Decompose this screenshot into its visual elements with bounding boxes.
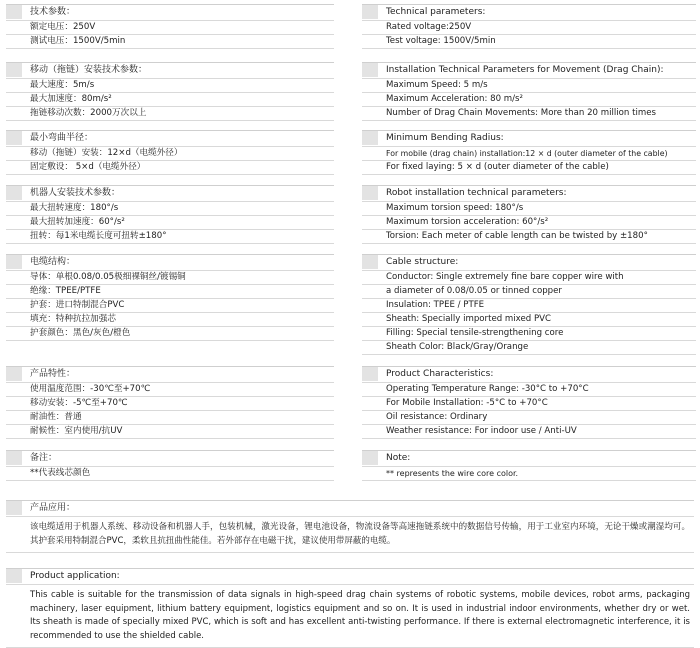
bullet-square-icon — [6, 451, 22, 465]
spec-row: Sheath Color: Black/Gray/Orange — [362, 340, 696, 355]
spec-row: 测试电压：1500V/5min — [6, 34, 334, 49]
spec-row: **代表线芯颜色 — [6, 466, 334, 481]
en-note: Note: ** represents the wire core color. — [362, 450, 696, 481]
cn-drag-chain-params: 移动（拖链）安装技术参数： 最大速度：5m/s 最大加速度：80m/s² 拖链移动次数：2000万次以上 — [6, 62, 334, 121]
en-tech-params: Technical parameters: Rated voltage:250V Test voltage: 1500V/5min — [362, 4, 696, 49]
spec-row: Insulation: TPEE / PTFE — [362, 298, 696, 312]
spec-row: Torsion: Each meter of cable length can be twisted by ±180° — [362, 229, 696, 244]
spec-row: 耐油性：普通 — [6, 410, 334, 424]
spec-row: 填充：特种抗拉加强芯 — [6, 312, 334, 326]
en-bending-radius: Minimum Bending Radius: For mobile (drag chain) installation:12 × d (outer diameter of the cable) For fixed laying: 5 × d (outer diameter of the cable) — [362, 130, 696, 175]
spec-row: Weather resistance: For indoor use / Anti-UV — [362, 424, 696, 439]
spec-row: Rated voltage:250V — [362, 20, 696, 34]
spec-row: Maximum torsion speed: 180°/s — [362, 201, 696, 215]
spec-row: Sheath: Specially imported mixed PVC — [362, 312, 696, 326]
bullet-square-icon — [6, 131, 22, 145]
en-application-text: This cable is suitable for the transmission of data signals in high-speed drag chain systems of robotic systems, mobile devices, robot arms, packaging machinery, laser equipment, lithium battery equipment, logistics equipment and so on. It is used in industrial indoor environments, whether dry or wet. Its sheath is made of specially mixed PVC, which is soft and has excellent anti-twisting performance. If there is external electromagnetic interference, it is recommended to use the shielded cable. — [6, 584, 694, 648]
spec-row: 扭转：每1米电缆长度可扭转±180° — [6, 229, 334, 244]
bullet-square-icon — [6, 63, 22, 77]
spec-row: 最大加速度：80m/s² — [6, 92, 334, 106]
bullet-square-icon — [6, 255, 22, 269]
bullet-square-icon — [6, 367, 22, 381]
spec-row: Maximum Speed: 5 m/s — [362, 78, 696, 92]
spec-row: 使用温度范围：-30℃至+70℃ — [6, 382, 334, 396]
cn-characteristics: 产品特性： 使用温度范围：-30℃至+70℃ 移动安装：-5℃至+70℃ 耐油性：普通 耐候性：室内使用/抗UV — [6, 366, 334, 439]
spec-row: Number of Drag Chain Movements: More than 20 million times — [362, 106, 696, 121]
spec-row: 移动（拖链）安装：12×d（电缆外径） — [6, 146, 334, 160]
spec-row: For fixed laying: 5 × d (outer diameter of the cable) — [362, 160, 696, 175]
en-product-application: Product application: This cable is suitable for the transmission of data signals in high-speed drag chain systems of robotic systems, mobile devices, robot arms, packaging machinery, laser equipment, lithium battery equipment, logistics equipment and so on. It is used in industrial indoor environments, whether dry or wet. Its sheath is made of specially mixed PVC, which is soft and has excellent anti-twisting performance. If there is external electromagnetic interference, it is recommended to use the shielded cable. — [6, 568, 694, 648]
cn-note: 备注： **代表线芯颜色 — [6, 450, 334, 481]
bullet-square-icon — [6, 186, 22, 200]
en-robot-params: Robot installation technical parameters: Maximum torsion speed: 180°/s Maximum torsion acceleration: 60°/s² Torsion: Each meter of cable length can be twisted by ±180° — [362, 185, 696, 244]
spec-row: 移动安装：-5℃至+70℃ — [6, 396, 334, 410]
spec-row: 护套颜色：黑色/灰色/橙色 — [6, 326, 334, 341]
spec-row: 拖链移动次数：2000万次以上 — [6, 106, 334, 121]
bullet-square-icon — [362, 367, 378, 381]
spec-row: 耐候性：室内使用/抗UV — [6, 424, 334, 439]
bullet-square-icon — [6, 5, 22, 19]
cn-cable-structure: 电缆结构： 导体：单根0.08/0.05极细裸铜丝/镀锡铜 绝缘：TPEE/PTFE 护套：进口特制混合PVC 填充：特种抗拉加强芯 护套颜色：黑色/灰色/橙色 — [6, 254, 334, 341]
bullet-square-icon — [362, 131, 378, 145]
bullet-square-icon — [362, 63, 378, 77]
bullet-square-icon — [362, 5, 378, 19]
spec-row: 绝缘：TPEE/PTFE — [6, 284, 334, 298]
spec-row: For mobile (drag chain) installation:12 × d (outer diameter of the cable) — [362, 146, 696, 160]
en-cable-structure: Cable structure: Conductor: Single extremely fine bare copper wire with a diameter of 0.08/0.05 or tinned copper Insulation: TPEE / PTFE Sheath: Specially imported mixed PVC Filling: Special tensile-strengthening core Sheath Color: Black/Gray/Orange — [362, 254, 696, 355]
spec-row: Operating Temperature Range: -30°C to +70°C — [362, 382, 696, 396]
spec-row: 最大扭转速度：180°/s — [6, 201, 334, 215]
spec-row: 护套：进口特制混合PVC — [6, 298, 334, 312]
spec-row: 最大速度：5m/s — [6, 78, 334, 92]
spec-row: Maximum torsion acceleration: 60°/s² — [362, 215, 696, 229]
en-drag-chain-params: Installation Technical Parameters for Movement (Drag Chain): Maximum Speed: 5 m/s Maximum Acceleration: 80 m/s² Number of Drag Chain Movements: More than 20 million times — [362, 62, 696, 121]
cn-bending-radius: 最小弯曲半径： 移动（拖链）安装：12×d（电缆外径） 固定敷设： 5×d（电缆外径） — [6, 130, 334, 175]
bullet-square-icon — [362, 255, 378, 269]
spec-row: Filling: Special tensile-strengthening core — [362, 326, 696, 340]
spec-row: Test voltage: 1500V/5min — [362, 34, 696, 49]
bullet-square-icon — [362, 186, 378, 200]
spec-row: Oil resistance: Ordinary — [362, 410, 696, 424]
cn-product-application: 产品应用： 该电缆适用于机器人系统、移动设备和机器人手，包装机械，激光设备，锂电池设备，物流设备等高速拖链系统中的数据信号传输，用于工业室内环境，无论干燥或潮湿均可。其护套采用特制混合PVC，柔软且抗扭曲性能佳。若外部存在电磁干扰，建议使用带屏蔽的电缆。 — [6, 500, 694, 553]
spec-row: Conductor: Single extremely fine bare copper wire with — [362, 270, 696, 284]
spec-row: 导体：单根0.08/0.05极细裸铜丝/镀锡铜 — [6, 270, 334, 284]
bullet-square-icon — [6, 569, 22, 583]
spec-row: ** represents the wire core color. — [362, 466, 696, 481]
spec-row: 固定敷设： 5×d（电缆外径） — [6, 160, 334, 175]
cn-application-text: 该电缆适用于机器人系统、移动设备和机器人手，包装机械，激光设备，锂电池设备，物流设备等高速拖链系统中的数据信号传输，用于工业室内环境，无论干燥或潮湿均可。其护套采用特制混合PVC，柔软且抗扭曲性能佳。若外部存在电磁干扰，建议使用带屏蔽的电缆。 — [6, 516, 694, 553]
bullet-square-icon — [6, 501, 22, 515]
spec-row: Maximum Acceleration: 80 m/s² — [362, 92, 696, 106]
spec-row: For Mobile Installation: -5°C to +70°C — [362, 396, 696, 410]
en-characteristics: Product Characteristics: Operating Temperature Range: -30°C to +70°C For Mobile Installation: -5°C to +70°C Oil resistance: Ordinary Weather resistance: For indoor use / Anti-UV — [362, 366, 696, 439]
spec-row: a diameter of 0.08/0.05 or tinned copper — [362, 284, 696, 298]
cn-robot-params: 机器人安装技术参数： 最大扭转速度：180°/s 最大扭转加速度：60°/s² 扭转：每1米电缆长度可扭转±180° — [6, 185, 334, 244]
spec-row: 最大扭转加速度：60°/s² — [6, 215, 334, 229]
bullet-square-icon — [362, 451, 378, 465]
cn-tech-params: 技术参数： 额定电压：250V 测试电压：1500V/5min — [6, 4, 334, 49]
spec-row: 额定电压：250V — [6, 20, 334, 34]
